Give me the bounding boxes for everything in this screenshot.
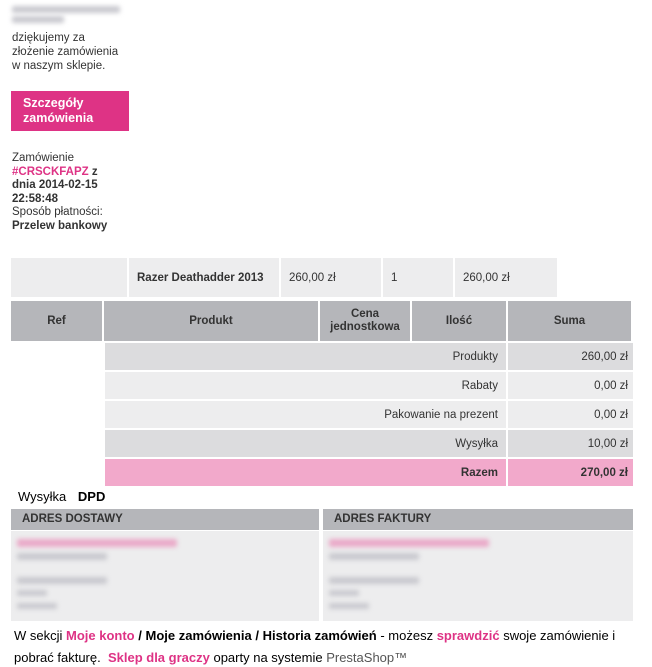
totals-label: Produkty (105, 343, 508, 370)
my-orders-link[interactable]: Moje zamówienia (145, 628, 252, 643)
order-date: dnia 2014-02-15 22:58:48 (12, 179, 98, 205)
header-sum: Suma (508, 301, 631, 341)
footer-text (14, 625, 634, 667)
totals-label: Razem (105, 459, 508, 486)
totals-value: 0,00 zł (594, 408, 628, 421)
product-row (11, 258, 557, 297)
payment-method: Przelew bankowy (12, 219, 108, 232)
my-account-link[interactable]: Moje konto (66, 628, 135, 643)
totals-value: 260,00 zł (581, 350, 628, 363)
check-link[interactable]: sprawdzić (436, 628, 500, 643)
totals-label: Wysyłka (105, 430, 508, 457)
delivery-address-box (11, 531, 319, 621)
totals-row-grand-total (105, 459, 633, 486)
header-product: Produkt (104, 301, 320, 341)
totals-label: Pakowanie na prezent (105, 401, 508, 428)
delivery-address-header: ADRES DOSTAWY (11, 509, 319, 530)
totals-value: 0,00 zł (594, 379, 628, 392)
footer-prefix: W sekcji (14, 628, 63, 643)
table-header-row (11, 301, 631, 341)
product-total: 260,00 zł (455, 258, 557, 297)
order-history-link[interactable]: Historia zamówień (262, 628, 377, 643)
product-unit-price: 260,00 zł (281, 258, 383, 297)
totals-value: 270,00 zł (580, 466, 628, 479)
totals-row-discounts (105, 372, 633, 399)
product-quantity: 1 (383, 258, 455, 297)
order-info (12, 152, 132, 233)
header-ref: Ref (11, 301, 104, 341)
blurred-customer-name (12, 6, 124, 26)
totals-table (105, 343, 633, 488)
footer-separator: / (138, 628, 142, 643)
shop-name-link[interactable]: Sklep dla graczy (107, 650, 210, 665)
totals-row-gift-wrapping (105, 401, 633, 428)
footer-based-on: oparty na systemie (213, 650, 323, 665)
header-unit-price: Cena jednostkowa (320, 301, 412, 341)
footer-suffix: swoje zamówienie i pobrać fakturę. (14, 628, 616, 665)
totals-row-products (105, 343, 633, 370)
product-ref-cell (11, 258, 129, 297)
thank-you-text: dziękujemy za złożenie zamówienia w naszym sklepie. (12, 32, 119, 72)
platform-name: PrestaShop™ (326, 650, 408, 665)
order-label: Zamówienie (12, 152, 74, 164)
order-from-label: z (91, 165, 98, 178)
totals-label: Rabaty (105, 372, 508, 399)
invoice-address-box (323, 531, 633, 621)
payment-label: Sposób płatności: (12, 206, 103, 218)
footer-separator: / (255, 628, 259, 643)
shipping-info (18, 489, 105, 504)
header-quantity: Ilość (412, 301, 508, 341)
footer-middle: - możesz (380, 628, 434, 643)
invoice-address-header: ADRES FAKTURY (323, 509, 633, 530)
order-details-button[interactable]: Szczegóły zamówienia (11, 91, 129, 131)
shipping-label: Wysyłka (18, 489, 67, 504)
product-name: Razer Deathadder 2013 (129, 258, 281, 297)
totals-row-shipping (105, 430, 633, 457)
order-number: #CRSCKFAPZ (12, 165, 89, 178)
shipping-carrier: DPD (77, 489, 106, 504)
totals-value: 10,00 zł (587, 437, 628, 450)
